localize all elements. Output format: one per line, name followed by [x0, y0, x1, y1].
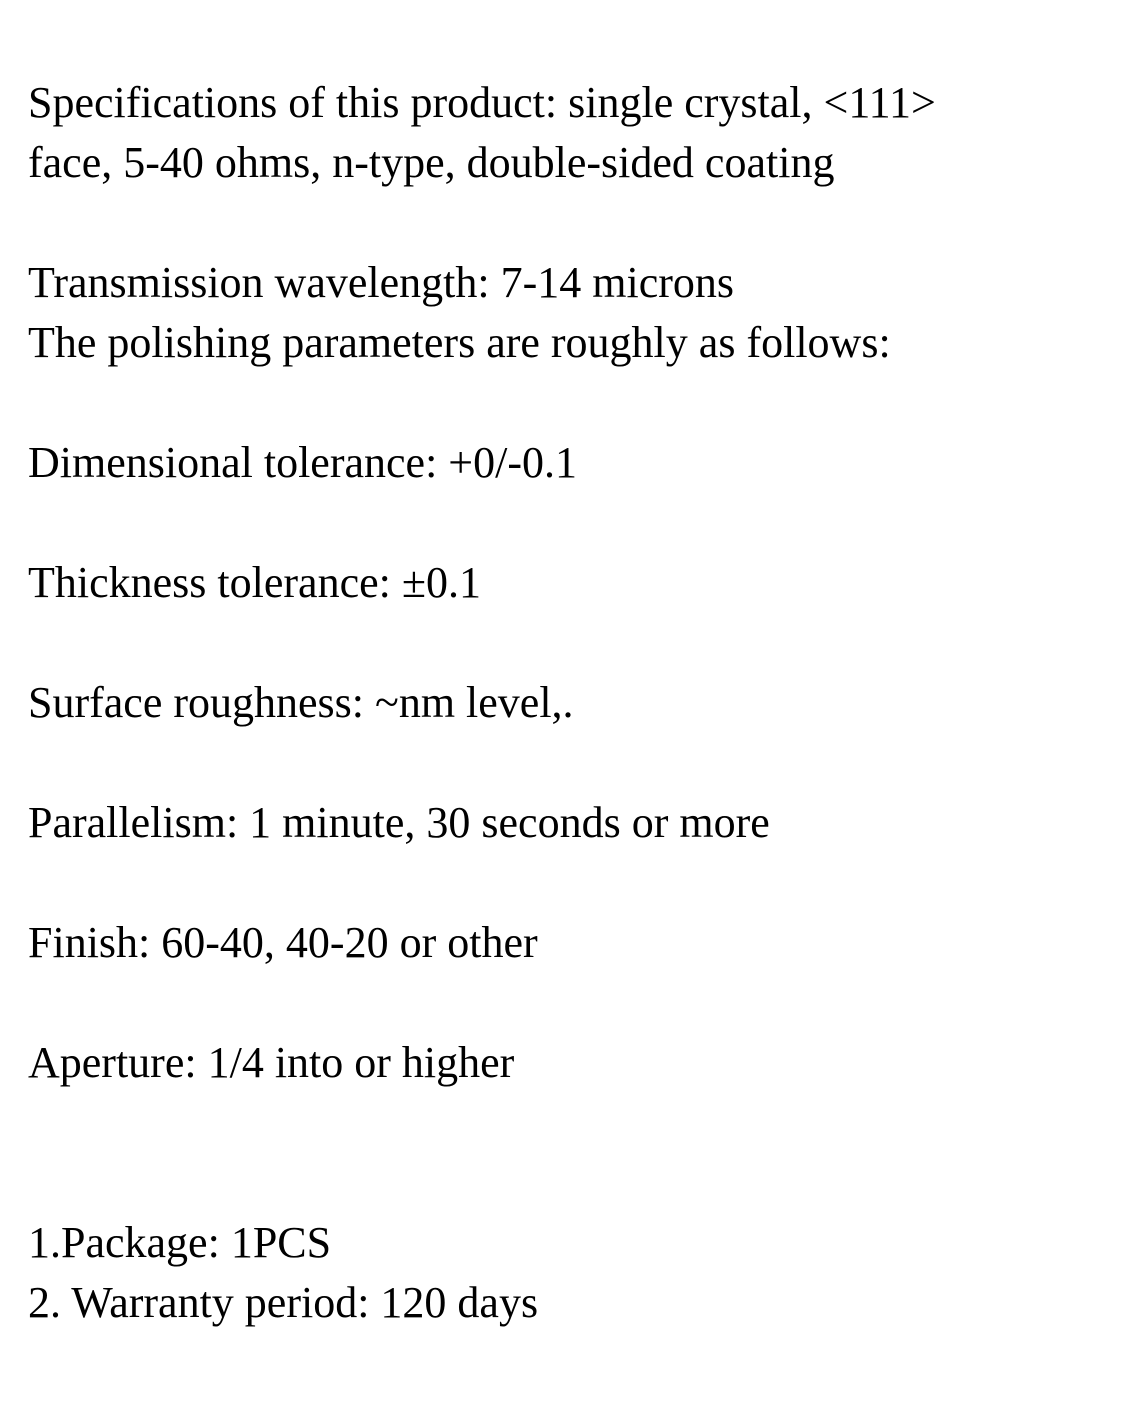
param-aperture: Aperture: 1/4 into or higher	[28, 1038, 515, 1087]
param-parallelism: Parallelism: 1 minute, 30 seconds or more	[28, 798, 770, 847]
param-dimensional-tolerance: Dimensional tolerance: +0/-0.1	[28, 438, 577, 487]
note-package: 1.Package: 1PCS	[28, 1218, 332, 1267]
transmission-wavelength: Transmission wavelength: 7-14 microns	[28, 258, 734, 307]
spec-intro-line-1: Specifications of this product: single crystal, <111>	[28, 78, 936, 127]
param-surface-roughness: Surface roughness: ~nm level,.	[28, 678, 574, 727]
polishing-intro: The polishing parameters are roughly as follows:	[28, 318, 891, 367]
note-warranty: 2. Warranty period: 120 days	[28, 1278, 539, 1327]
spec-intro-line-2: face, 5-40 ohms, n-type, double-sided coating	[28, 138, 835, 187]
param-thickness-tolerance: Thickness tolerance: ±0.1	[28, 558, 481, 607]
param-finish: Finish: 60-40, 40-20 or other	[28, 918, 538, 967]
